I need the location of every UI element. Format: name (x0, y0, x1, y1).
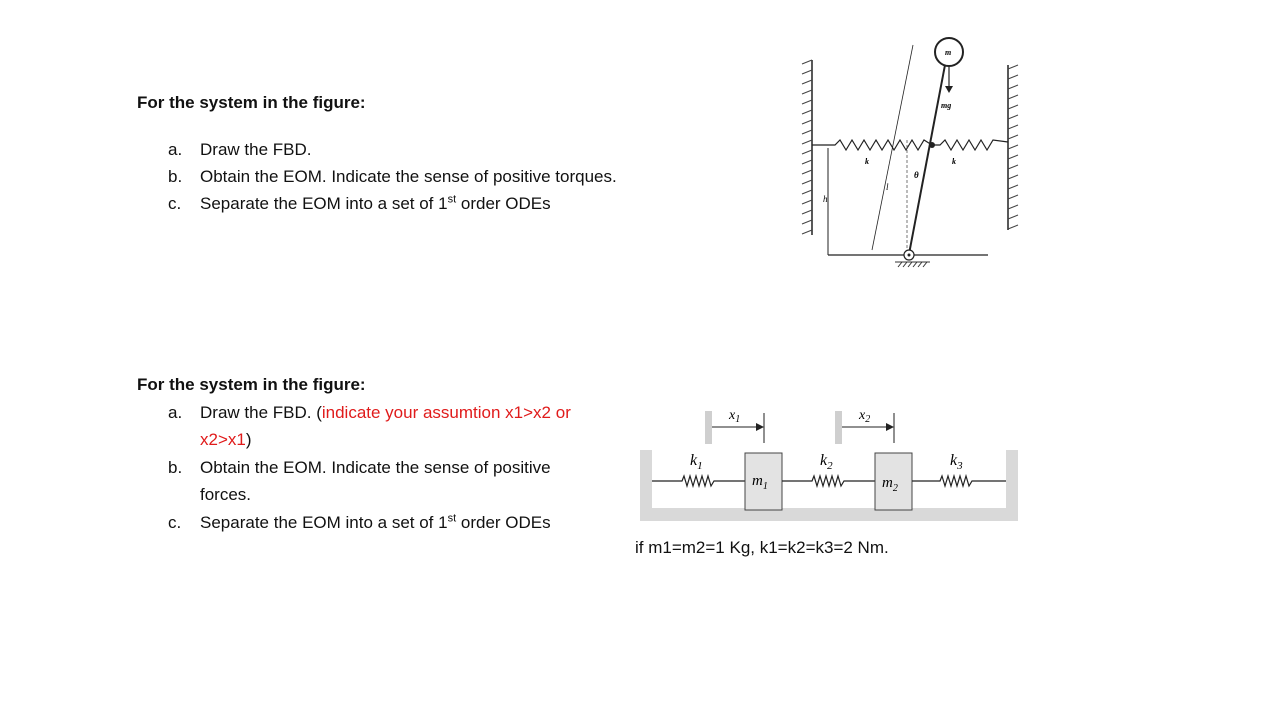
spring-k3 (912, 476, 1006, 486)
problem2-item-b (168, 454, 551, 508)
left-spring (812, 140, 932, 150)
x1-label: $x_1$ (729, 408, 741, 425)
problem2-item-a (168, 399, 571, 453)
problem1-item-b (168, 163, 617, 190)
pivot-center (908, 254, 911, 257)
item-text: Separate the EOM into a set of 1st order ODEs (200, 193, 551, 213)
right-wall-hatch (1008, 65, 1018, 229)
assumption-note: indicate your assumtion x1>x2 or (321, 403, 571, 422)
problem2-item-c (168, 509, 551, 536)
spring-k2 (782, 476, 875, 486)
problem1-item-c (168, 190, 551, 217)
item-label: c. (168, 194, 182, 213)
item-text: Draw the FBD. (200, 140, 312, 159)
item-text: Separate the EOM into a set of 1st order ODEs (200, 512, 551, 532)
pivot-hatch (895, 262, 930, 267)
left-wall-hatch (802, 60, 812, 234)
spring-k1-label: $k_1$ (690, 452, 703, 472)
given-values-note: if m1=m2=1 Kg, k1=k2=k3=2 Nm. (635, 538, 889, 557)
x1-marker-bar (705, 411, 712, 444)
spring-k3-label: $k_3$ (950, 452, 963, 472)
left-spring-label: k (865, 157, 869, 166)
spring-k1 (652, 476, 745, 486)
weight-label: mg (941, 101, 952, 110)
item-text: Draw the FBD. (indicate your assumtion x1>x2 or x2>x1) (200, 403, 571, 449)
mass-label: m (945, 48, 952, 57)
item-label: b. (168, 167, 183, 186)
spring-attachment (929, 142, 935, 148)
weight-arrowhead (945, 86, 953, 93)
x1-arrowhead (756, 423, 764, 431)
two-mass-figure (640, 405, 1020, 525)
right-spring (932, 140, 1008, 150)
x2-arrowhead (886, 423, 894, 431)
length-label: l (886, 182, 889, 192)
mass-m1-label: $m_1$ (752, 473, 768, 492)
item-label: a. (168, 403, 183, 422)
mass-m2-label: $m_2$ (882, 475, 898, 494)
spring-k2-label: $k_2$ (820, 452, 833, 472)
item-label: c. (168, 513, 182, 532)
problem1-heading: For the system in the figure: (137, 93, 366, 112)
mass-m2 (875, 453, 912, 510)
item-label: a. (168, 140, 183, 159)
pendulum-figure (790, 30, 1030, 275)
problem1-item-a (168, 136, 311, 163)
right-spring-label: k (952, 157, 956, 166)
pendulum-rod (909, 65, 945, 254)
item-label: b. (168, 458, 183, 477)
assumption-note-cont: x2>x1 (200, 430, 246, 449)
angle-label: θ (914, 170, 919, 180)
x2-marker-bar (835, 411, 842, 444)
height-label: h (823, 194, 828, 204)
item-text: Obtain the EOM. Indicate the sense of positive forces. (200, 458, 551, 504)
item-text: Obtain the EOM. Indicate the sense of positive torques. (200, 167, 617, 186)
x2-label: $x_2$ (859, 408, 871, 425)
problem2-heading: For the system in the figure: (137, 375, 366, 394)
